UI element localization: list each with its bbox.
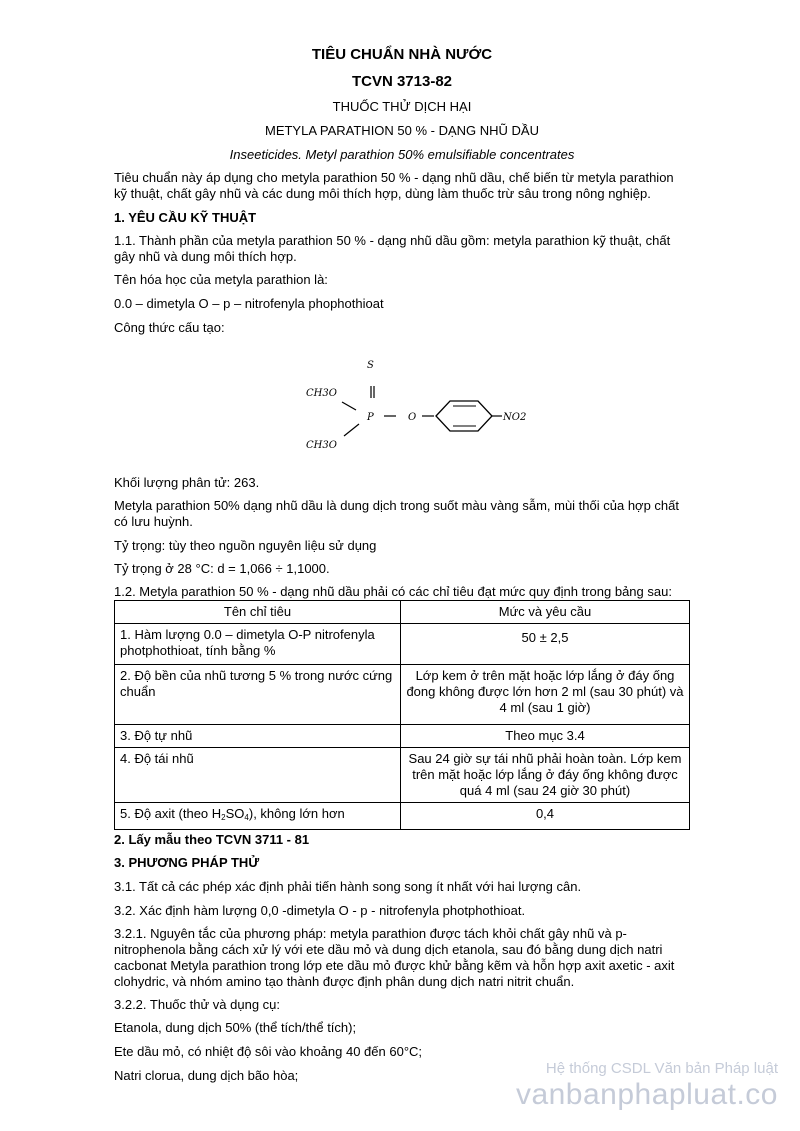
clause-3-2-1: 3.2.1. Nguyên tắc của phương pháp: metyla parathion được tách khỏi chất gây nhũ và p-nitrophenola bằng cách xử lý với ete dầu mỏ và dung dịch etanola, sau đó bằng dung dịch natri cacbonat Metyla parathion trong lớp ete dầu mỏ được khử bằng kẽm và hỗn hợp axit axetic - axit clohydric, và nhóm amino tạo thành được định phân dung dịch natri nitrit chuẩn. xyxy=(114,926,675,989)
density-note: Tỷ trọng: tùy theo nguồn nguyên liệu sử dụng xyxy=(114,538,377,553)
structural-formula xyxy=(304,350,564,460)
table-cell: 5. Độ axit (theo $H_2SO_4$), không lớn hơn xyxy=(115,803,401,830)
intro-paragraph: Tiêu chuẩn này áp dụng cho metyla parathion 50 % - dạng nhũ dầu, chế biến từ metyla parathion kỹ thuật, chất gây nhũ và các dung môi thích hợp, dùng làm thuốc trừ sâu trong nông nghiệp. xyxy=(114,170,674,201)
section-2-heading: 2. Lấy mẫu theo TCVN 3711 - 81 xyxy=(114,832,310,847)
formula-methoxy-top: CH3O xyxy=(306,388,337,399)
table-row xyxy=(115,748,690,803)
standard-code: TCVN 3713-82 xyxy=(351,73,453,90)
reagent-item: Natri clorua, dung dịch bão hòa; xyxy=(114,1068,299,1083)
formula-oxygen: O xyxy=(408,412,417,423)
formula-label: Công thức cấu tạo: xyxy=(114,320,225,335)
chem-name-label: Tên hóa học của metyla parathion là: xyxy=(114,272,328,287)
formula-sulfur-label: S xyxy=(367,360,374,371)
watermark-line-1: Hệ thống CSDL Văn bản Pháp luật xyxy=(545,1060,778,1077)
table-cell: 2. Độ bền của nhũ tương 5 % trong nước cứng chuẩn xyxy=(115,665,401,725)
reagent-item: Ete dầu mỏ, có nhiệt độ sôi vào khoảng 40 đến 60°C; xyxy=(114,1044,423,1059)
section-1-heading: 1. YÊU CẦU KỸ THUẬT xyxy=(114,210,257,225)
molecular-weight: Khối lượng phân tử: 263. xyxy=(114,475,260,490)
table-row xyxy=(115,624,690,665)
clause-3-1: 3.1. Tất cả các phép xác định phải tiến hành song song ít nhất với hai lượng cân. xyxy=(114,879,582,894)
english-title: Inseeticides. Metyl parathion 50% emulsifiable concentrates xyxy=(229,147,575,162)
table-cell: 3. Độ tự nhũ xyxy=(115,725,401,748)
clause-1-2: 1.2. Metyla parathion 50 % - dạng nhũ dầu phải có các chỉ tiêu đạt mức quy định trong bảng sau: xyxy=(114,584,672,599)
density-28: Tỷ trọng ở 28 °C: d = 1,066 ÷ 1,1000. xyxy=(114,561,330,576)
table-header-cell: Mức và yêu cầu xyxy=(401,601,690,624)
chem-name: 0.0 – dimetyla O – p – nitrofenyla phophothioat xyxy=(114,296,384,311)
table-row xyxy=(115,803,690,830)
watermark-line-2: vanbanphapluat.co xyxy=(515,1078,778,1111)
reagent-item: Etanola, dung dịch 50% (thể tích/thể tích); xyxy=(114,1020,357,1035)
table-header-row xyxy=(115,601,690,624)
formula-phosphorus: P xyxy=(367,412,374,423)
table-cell: Lớp kem ở trên mặt hoặc lớp lắng ở đáy ống đong không được lớn hơn 2 ml (sau 30 phút) và 4 ml (sau 1 giờ) xyxy=(401,665,690,725)
table-cell: 1. Hàm lượng 0.0 – dimetyla O-P nitrofenyla photphothioat, tính bằng % xyxy=(115,624,401,665)
table-cell: 50 ± 2,5 xyxy=(401,624,690,665)
table-row xyxy=(115,665,690,725)
table-cell: 4. Độ tái nhũ xyxy=(115,748,401,803)
section-3-heading: 3. PHƯƠNG PHÁP THỬ xyxy=(114,855,260,870)
formula-nitro-group: NO2 xyxy=(503,412,527,423)
appearance-paragraph: Metyla parathion 50% dạng nhũ dầu là dung dịch trong suốt màu vàng sẫm, mùi thối của hợp chất có lưu huỳnh. xyxy=(114,498,679,529)
formula-methoxy-bottom: CH3O xyxy=(306,440,337,451)
requirements-table-wrap xyxy=(114,600,690,830)
document-title: TIÊU CHUẨN NHÀ NƯỚC xyxy=(311,46,493,63)
category-heading: THUỐC THỬ DỊCH HẠI xyxy=(332,99,472,114)
product-heading: METYLA PARATHION 50 % - DẠNG NHŨ DẦU xyxy=(264,123,539,138)
table-cell: Sau 24 giờ sự tái nhũ phải hoàn toàn. Lớp kem trên mặt hoặc lớp lắng ở đáy ống không được quá 4 ml (sau 24 giờ 30 phút) xyxy=(401,748,690,803)
table-cell: Theo mục 3.4 xyxy=(401,725,690,748)
table-cell: 0,4 xyxy=(401,803,690,830)
table-row xyxy=(115,725,690,748)
clause-3-2-2: 3.2.2. Thuốc thử và dụng cụ: xyxy=(114,997,281,1012)
clause-3-2: 3.2. Xác định hàm lượng 0,0 -dimetyla O - p - nitrofenyla photphothioat. xyxy=(114,903,526,918)
clause-1-1: 1.1. Thành phần của metyla parathion 50 % - dạng nhũ dầu gồm: metyla parathion kỹ thuật, chất gây nhũ và dung môi thích hợp. xyxy=(114,233,671,264)
requirements-table xyxy=(114,600,690,830)
table-header-cell: Tên chỉ tiêu xyxy=(115,601,401,624)
